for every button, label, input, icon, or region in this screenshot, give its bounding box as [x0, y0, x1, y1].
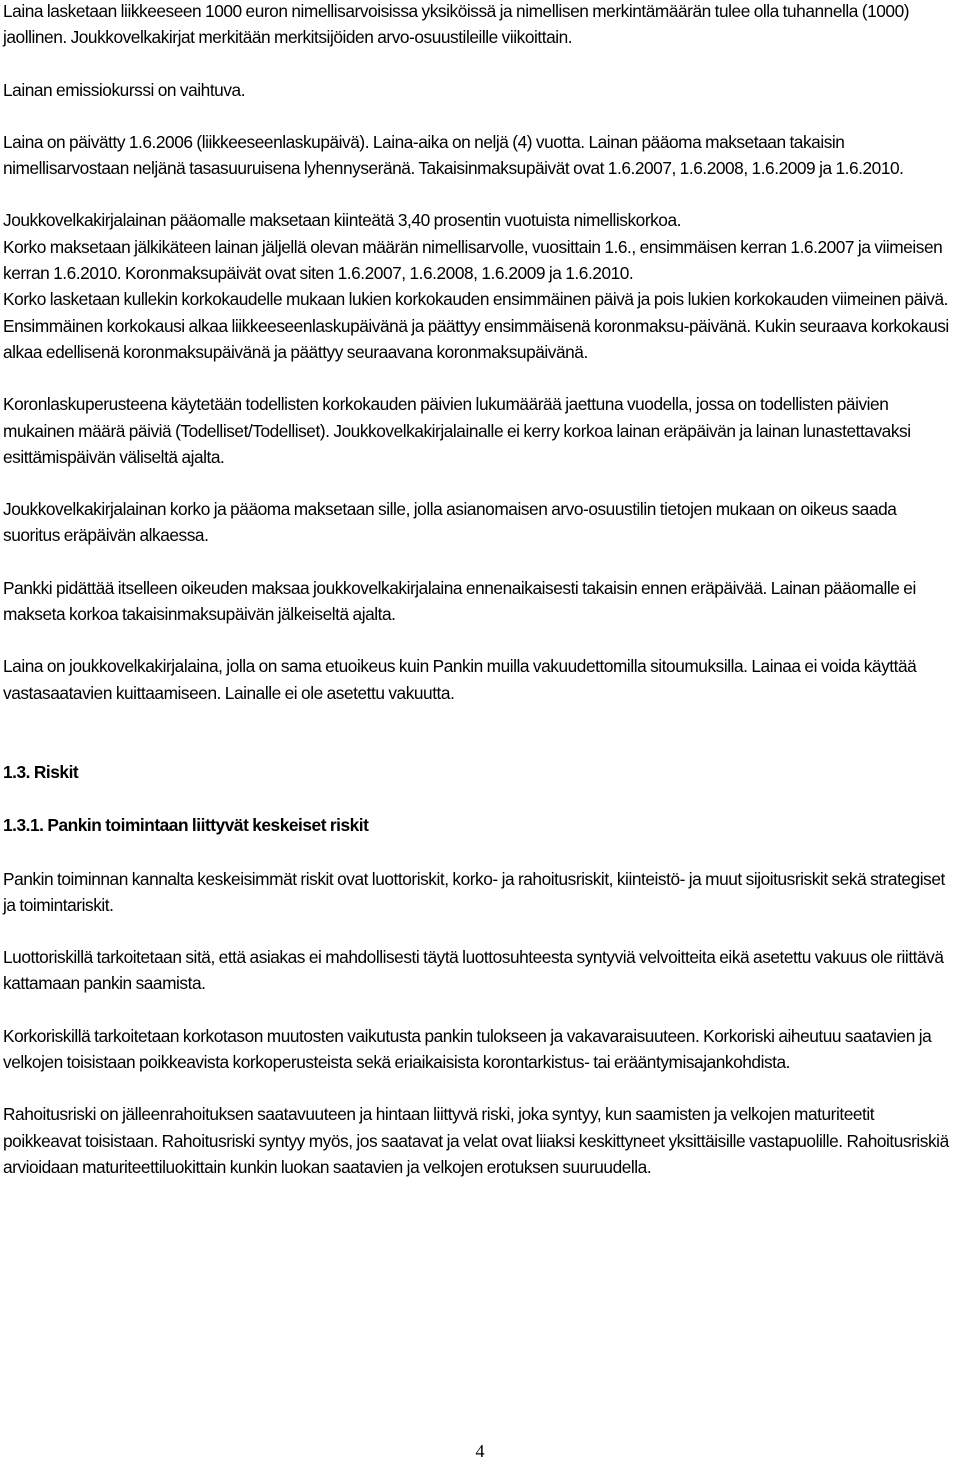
page-number: 4 [475, 1441, 485, 1461]
paragraph-payment-recipient: Joukkovelkakirjalainan korko ja pääoma maksetaan sille, jolla asianomaisen arvo-osuustilin tietojen mukaan on oikeus saada suoritus eräpäivän alkaessa. [3, 499, 897, 546]
paragraph-interest-period: Korko lasketaan kullekin korkokaudelle mukaan lukien korkokauden ensimmäinen päivä ja pois lukien korkokauden viimeinen päivä. Ensimmäinen korkokausi alkaa liikkeeseenlaskupäivänä ja päättyy ensimmäisenä koronmaksu-päivänä. Kukin seuraava korkokausi alkaa edellisenä koronmaksupäivänä ja päättyy seuraavana koronmaksupäivänä. [3, 289, 949, 362]
paragraph-issue-units: Laina lasketaan liikkeeseen 1000 euron nimellisarvoisissa yksiköissä ja nimellisen merkintämäärän tulee olla tuhannella (1000) jaollinen. Joukkovelkakirjat merkitään merkitsijöiden arvo-osuustileille viikoittain. [3, 1, 910, 48]
paragraph-emission-price: Lainan emissiokurssi on vaihtuva. [3, 79, 246, 100]
paragraph-main-risks: Pankin toiminnan kannalta keskeisimmät riskit ovat luottoriskit, korko- ja rahoitusriskit, kiinteistö- ja muut sijoitusriskit sekä strategiset ja toimintariskit. [3, 868, 945, 915]
heading-riskit: 1.3. Riskit [3, 761, 79, 782]
paragraph-interest-rate: Joukkovelkakirjalainan pääomalle maksetaan kiinteätä 3,40 prosentin vuotuista nimelliskorkoa. [3, 210, 681, 231]
paragraph-interest-risk: Korkoriskillä tarkoitetaan korkotason muutosten vaikutusta pankin tulokseen ja vakavaraisuuteen. Korkoriski aiheutuu saatavien ja velkojen toisistaan poikkeavista korkoperusteista sekä eriaikaisista korontarkistus- tai erääntymisajankohdista. [3, 1025, 932, 1073]
paragraph-ranking: Laina on joukkovelkakirjalaina, jolla on sama etuoikeus kuin Pankin muilla vakuudettomilla sitoumuksilla. Lainaa ei voida käyttää vastasaatavien kuittaamiseen. Lainalle ei ole asetettu vakuutta. [3, 656, 917, 703]
paragraph-interest-payment: Korko maksetaan jälkikäteen lainan jäljellä olevan määrän nimellisarvolle, vuosittain 1.6., ensimmäisen kerran 1.6.2007 ja viimeisen kerran 1.6.2010. Koronmaksupäivät ovat siten 1.6.2007, 1.6.2008, 1.6.2009 ja 1.6.2010. [3, 236, 943, 284]
paragraph-early-redemption: Pankki pidättää itselleen oikeuden maksaa joukkovelkakirjalaina ennenaikaisesti takaisin ennen eräpäivää. Lainan pääomalle ei makseta korkoa takaisinmaksupäivän jälkeiseltä ajalta. [3, 577, 916, 625]
paragraph-credit-risk: Luottoriskillä tarkoitetaan sitä, että asiakas ei mahdollisesti täytä luottosuhteesta syntyviä velvoitteita eikä asetettu vakuus ole riittävä kattamaan pankin saamista. [3, 947, 944, 994]
document-body [3, 0, 955, 1180]
paragraph-loan-dates: Laina on päivätty 1.6.2006 (liikkeeseenlaskupäivä). Laina-aika on neljä (4) vuotta. Lainan pääoma maksetaan takaisin nimellisarvostaan neljänä tasasuuruisena lyhennyseränä. Takaisinmaksupäivät ovat 1.6.2007, 1.6.2008, 1.6.2009 ja 1.6.2010. [3, 131, 904, 179]
paragraph-funding-risk: Rahoitusriski on jälleenrahoituksen saatavuuteen ja hintaan liittyvä riski, joka syntyy, kun saamisten ja velkojen maturiteetit poikkeavat toisistaan. Rahoitusriski syntyy myös, jos saatavat ja velat ovat liiaksi keskittyneet yksittäisille vastapuolille. Rahoitusriskiä arvioidaan maturiteettiluokittain kunkin luokan saatavien ja velkojen erotuksen suuruudella. [3, 1104, 949, 1177]
heading-keskeiset-riskit: 1.3.1. Pankin toimintaan liittyvät keskeiset riskit [3, 815, 369, 836]
paragraph-day-count: Koronlaskuperusteena käytetään todellisten korkokauden päivien lukumäärää jaettuna vuodella, jossa on todellisten päivien mukainen määrä päiviä (Todelliset/Todelliset). Joukkovelkakirjalainalle ei kerry korkoa lainan eräpäivän ja lainan lunastettavaksi esittämispäivän väliseltä ajalta. [3, 394, 911, 467]
